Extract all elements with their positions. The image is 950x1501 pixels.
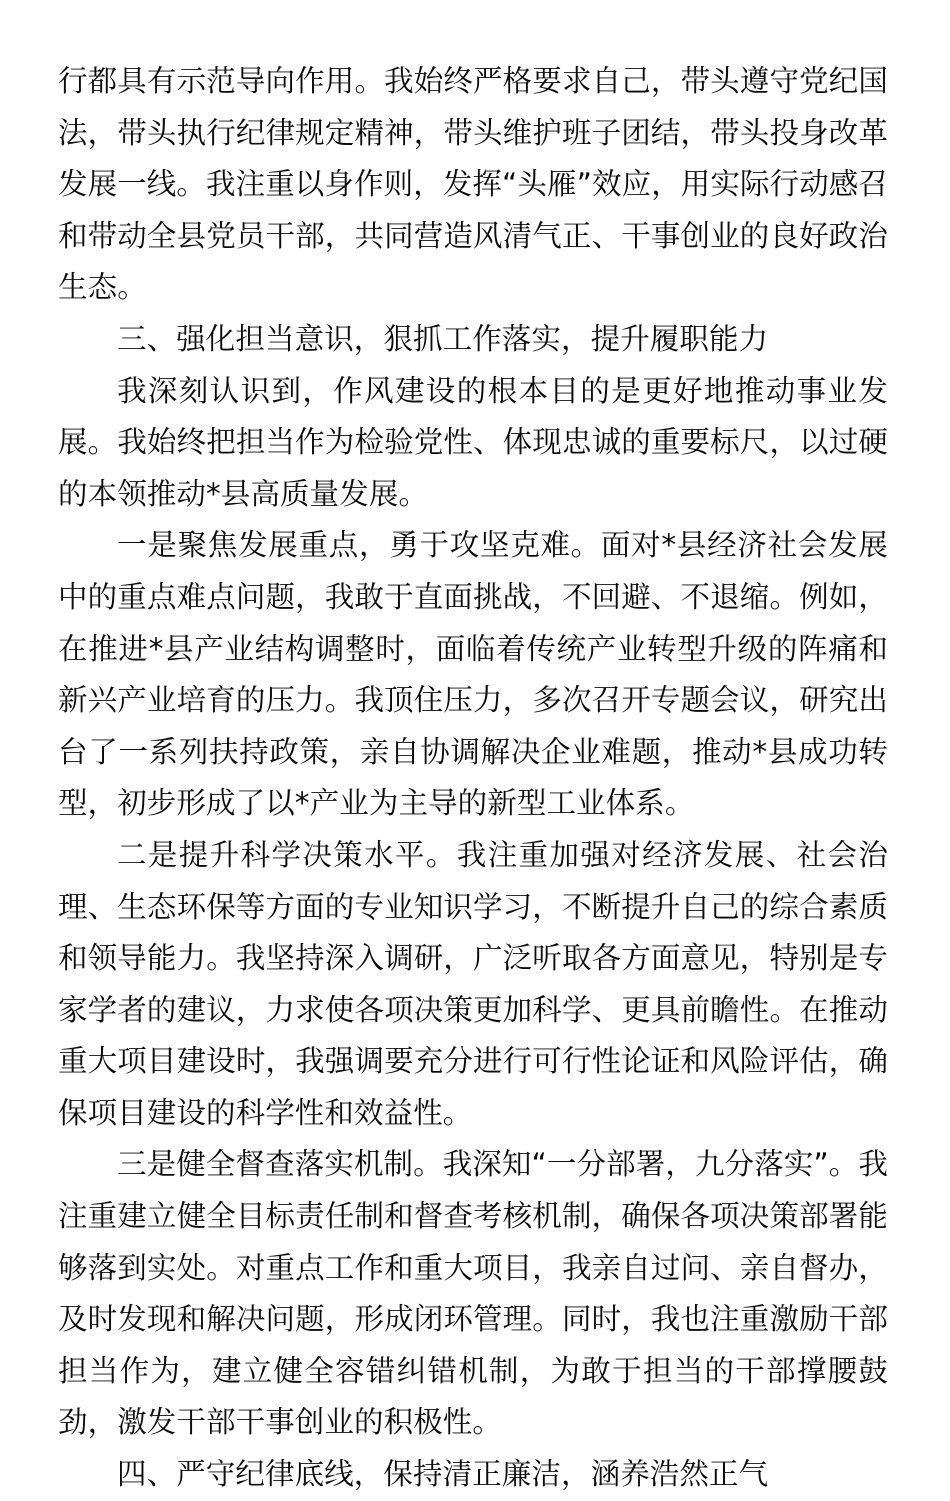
section-heading-four: 四、严守纪律底线，保持清正廉洁，涵养浩然正气 xyxy=(117,1457,769,1492)
document-body xyxy=(58,56,888,1501)
point-two-paragraph: 二是提升科学决策水平。我注重加强对经济发展、社会治理、生态环保等方面的专业知识学习，不断提升自己的综合素质和领导能力。我坚持深入调研，广泛听取各方面意见，特别是专家学者的建议，力求使各项决策更加科学、更具前瞻性。在推动重大项目建设时，我强调要充分进行可行性论证和风险评估，确保项目建设的科学性和效益性。 xyxy=(58,837,888,1130)
point-one-paragraph: 一是聚焦发展重点，勇于攻坚克难。面对*县经济社会发展中的重点难点问题，我敢于直面挑战，不回避、不退缩。例如，在推进*县产业结构调整时，面临着传统产业转型升级的阵痛和新兴产业培育的压力。我顶住压力，多次召开专题会议，研究出台了一系列扶持政策，亲自协调解决企业难题，推动*县成功转型，初步形成了以*产业为主导的新型工业体系。 xyxy=(58,528,888,821)
section-heading-three: 三、强化担当意识，狠抓工作落实，提升履职能力 xyxy=(117,321,769,356)
point-three-paragraph: 三是健全督查落实机制。我深知“一分部署，九分落实”。我注重建立健全目标责任制和督查考核机制，确保各项决策部署能够落到实处。对重点工作和重大项目，我亲自过问、亲自督办，及时发现和解决问题，形成闭环管理。同时，我也注重激励干部担当作为，建立健全容错纠错机制，为敢于担当的干部撑腰鼓劲，激发干部干事创业的积极性。 xyxy=(58,1147,888,1440)
section-three-intro-paragraph: 我深刻认识到，作风建设的根本目的是更好地推动事业发展。我始终把担当作为检验党性、体现忠诚的重要标尺，以过硬的本领推动*县高质量发展。 xyxy=(58,373,888,511)
paragraph-continued: 行都具有示范导向作用。我始终严格要求自己，带头遵守党纪国法，带头执行纪律规定精神，带头维护班子团结，带头投身改革发展一线。我注重以身作则，发挥“头雁”效应，用实际行动感召和带动全县党员干部，共同营造风清气正、干事创业的良好政治生态。 xyxy=(58,64,888,305)
